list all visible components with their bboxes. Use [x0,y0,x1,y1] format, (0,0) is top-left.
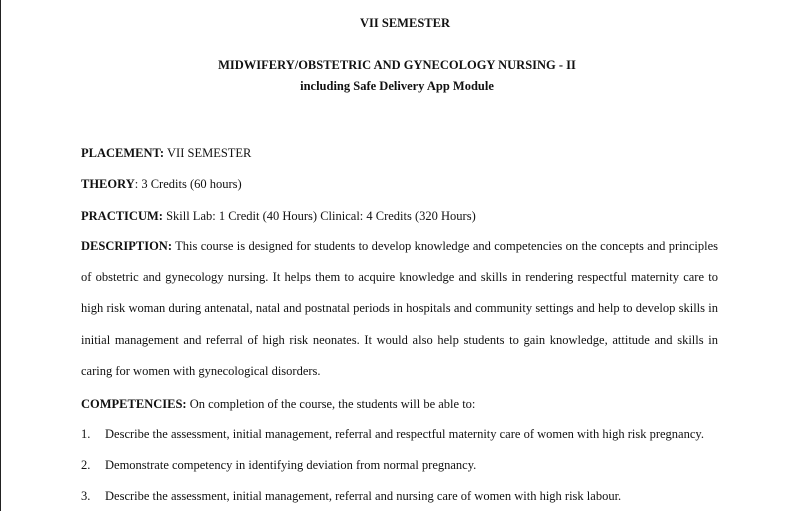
placement-field [81,146,721,161]
competencies-intro [81,397,721,412]
competencies-value: On completion of the course, the students will be able to: [186,397,476,411]
competency-text: Describe the assessment, initial management, referral and nursing care of women with high risk labour. [105,489,622,503]
placement-value: VII SEMESTER [164,146,252,160]
description-label: DESCRIPTION: [81,239,172,253]
competency-text: Describe the assessment, initial management, referral and respectful maternity care of women with high risk pregnancy. [105,427,704,441]
theory-value: : 3 Credits (60 hours) [134,177,242,191]
competency-number: 2. [81,458,91,472]
theory-label: THEORY [81,177,135,191]
practicum-value: Skill Lab: 1 Credit (40 Hours) Clinical: 4 Credits (320 Hours) [162,209,476,223]
course-title: MIDWIFERY/OBSTETRIC AND GYNECOLOGY NURSING - II [218,58,576,72]
theory-field [81,177,721,192]
competencies-label: COMPETENCIES: [81,397,187,411]
competency-item [81,427,741,442]
practicum-field [81,209,721,224]
course-subtitle: including Safe Delivery App Module [300,79,494,93]
semester-heading: VII SEMESTER [360,16,450,30]
competency-number: 1. [81,427,91,441]
competency-number: 3. [81,489,91,503]
competency-text: Demonstrate competency in identifying deviation from normal pregnancy. [105,458,477,472]
practicum-label: PRACTICUM: [81,209,163,223]
placement-label: PLACEMENT: [81,146,165,160]
description-paragraph [81,231,718,387]
description-text: This course is designed for students to develop knowledge and competencies on the concepts and principles of obstetric and gynecology nursing. It helps them to acquire knowledge and skills in rendering respectful maternity care to high risk woman during antenatal, natal and postnatal periods in hospitals and community settings and help to develop skills in initial management and referral of high risk neonates. It would also help students to gain knowledge, attitude and skills in caring for women with gynecological disorders. [81,239,718,378]
competency-item [81,489,741,504]
competency-item [81,458,741,473]
